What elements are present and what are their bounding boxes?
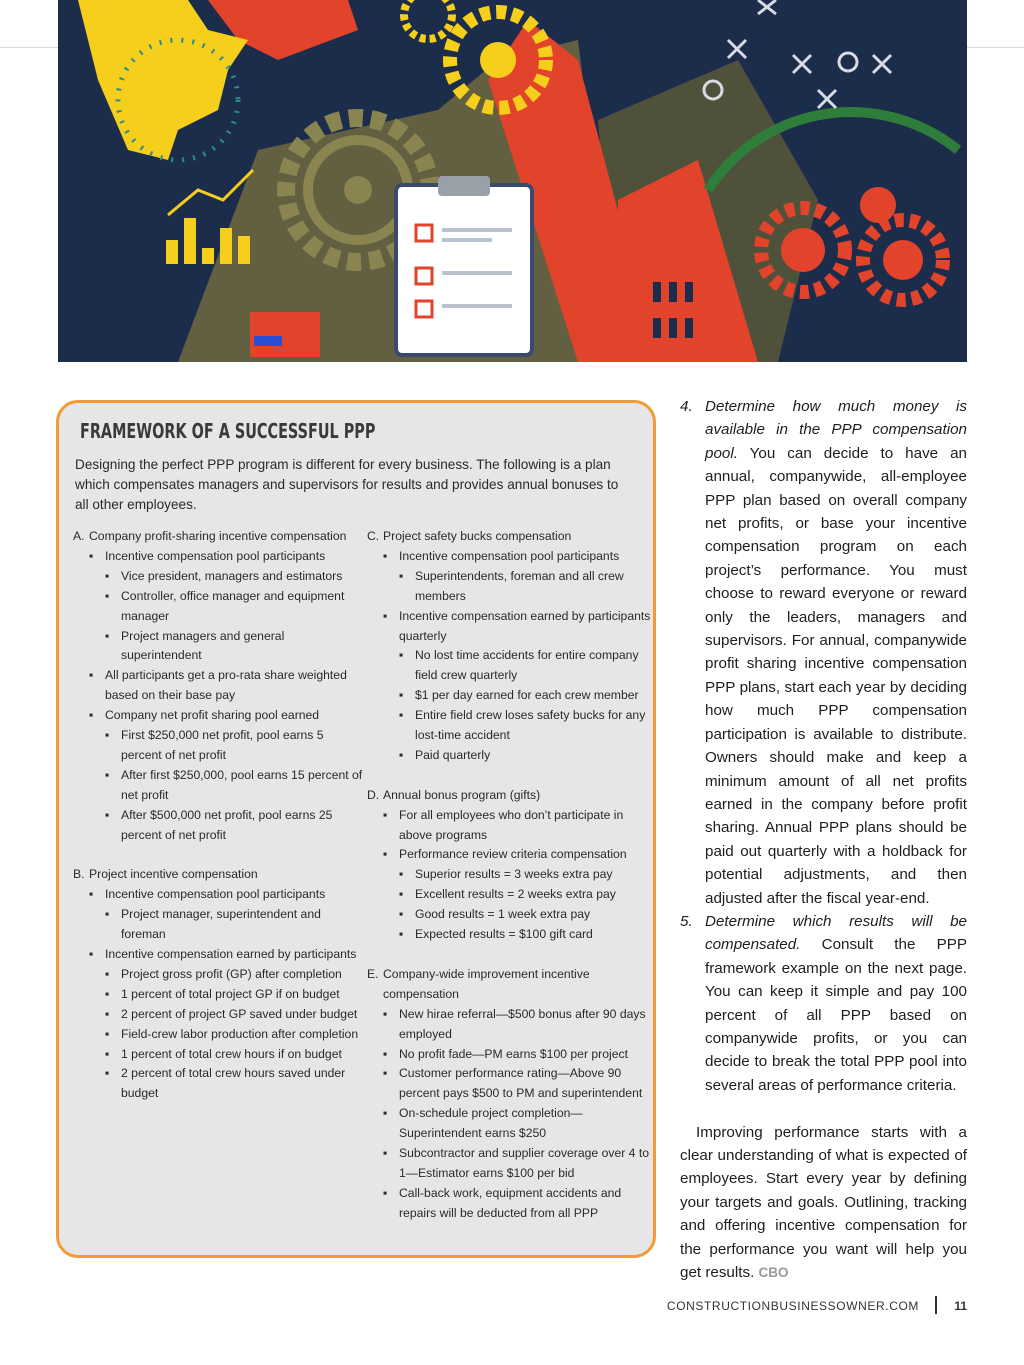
- section-heading: [367, 786, 657, 806]
- list-item-text: Company net profit sharing pool earned: [105, 708, 320, 723]
- list-number: 5.: [680, 912, 693, 930]
- bullet-icon: ▪: [89, 708, 94, 723]
- bullet-icon: ▪: [105, 907, 110, 922]
- list-item: [73, 1005, 363, 1025]
- list-item: [73, 905, 363, 945]
- list-item: [367, 865, 657, 885]
- bullet-icon: ▪: [105, 807, 110, 822]
- list-item-text: After $500,000 net profit, pool earns 25 percent of net profit: [121, 807, 333, 842]
- hero-illustration: [58, 0, 967, 362]
- header-rule-right: [967, 47, 1024, 48]
- bullet-icon: ▪: [399, 648, 404, 663]
- section-letter: C.: [367, 529, 380, 543]
- cbo-signoff: CBO: [758, 1265, 789, 1281]
- list-item: [367, 706, 657, 746]
- list-item: [73, 567, 363, 587]
- bullet-icon: ▪: [383, 847, 388, 862]
- bullet-icon: ▪: [383, 1185, 388, 1200]
- list-item-text: On-schedule project completion—Superintendent earns $250: [399, 1106, 583, 1141]
- list-item-text: Paid quarterly: [415, 747, 491, 762]
- list-item-text: Excellent results = 2 weeks extra pay: [415, 887, 616, 902]
- section-letter: E.: [367, 966, 379, 981]
- bullet-icon: ▪: [89, 887, 94, 902]
- framework-section: [367, 786, 657, 945]
- list-item: [367, 806, 657, 846]
- bullet-icon: ▪: [383, 608, 388, 623]
- list-text: Consult the PPP framework example on the next page. You can keep it simple and pay 100 percent of all PPP based on companywide profits, or you can decide to break the total PPP pool into several areas of performance criteria.: [705, 936, 967, 1094]
- list-item-text: Superior results = 3 weeks extra pay: [415, 867, 613, 882]
- list-item-text: Vice president, managers and estimators: [121, 568, 343, 583]
- list-item: [367, 746, 657, 766]
- list-item-text: Call-back work, equipment accidents and repairs will be deducted from all PPP: [399, 1185, 622, 1220]
- list-item: [73, 627, 363, 667]
- list-item: [367, 567, 657, 607]
- list-item: [680, 395, 967, 910]
- list-item-text: No profit fade—PM earns $100 per project: [399, 1046, 628, 1061]
- bullet-icon: ▪: [399, 867, 404, 882]
- list-item: [367, 1064, 657, 1104]
- list-item-text: Expected results = $100 gift card: [415, 927, 593, 942]
- closing-text: Improving performance starts with a clear understanding of what is expected of employees. Start every year by defining your targets and goals. Outlining, tracking and offering incentive compensation for the performance you want will help you get results.: [680, 1123, 967, 1282]
- list-item-text: Performance review criteria compensation: [399, 847, 627, 862]
- list-item: [73, 766, 363, 806]
- bullet-icon: ▪: [105, 1026, 110, 1041]
- list-item-text: For all employees who don’t participate in above programs: [399, 807, 624, 842]
- list-item: [367, 905, 657, 925]
- list-item-text: 1 percent of total project GP if on budget: [121, 986, 340, 1001]
- list-item-text: Incentive compensation pool participants: [105, 887, 326, 902]
- list-item: [73, 1025, 363, 1045]
- bullet-icon: ▪: [399, 708, 404, 723]
- bullet-icon: ▪: [399, 747, 404, 762]
- bullet-icon: ▪: [105, 1006, 110, 1021]
- list-item: [73, 1064, 363, 1104]
- bullet-icon: ▪: [383, 1046, 388, 1061]
- bullet-icon: ▪: [383, 1146, 388, 1161]
- article-column: [680, 395, 967, 1284]
- bullet-icon: ▪: [383, 1006, 388, 1021]
- section-title: Company-wide improvement incentive compensation: [383, 966, 590, 1001]
- list-item-text: Field-crew labor production after completion: [121, 1026, 359, 1041]
- bullet-icon: ▪: [105, 1066, 110, 1081]
- list-item-text: Project gross profit (GP) after completion: [121, 966, 342, 981]
- list-item: [73, 885, 363, 905]
- list-item-text: Incentive compensation earned by participants quarterly: [399, 608, 651, 643]
- bullet-icon: ▪: [89, 548, 94, 563]
- bullet-icon: ▪: [105, 728, 110, 743]
- list-item: [367, 607, 657, 647]
- list-item: [73, 965, 363, 985]
- bullet-icon: ▪: [105, 986, 110, 1001]
- list-item-text: First $250,000 net profit, pool earns 5 percent of net profit: [121, 728, 324, 762]
- list-item-text: 2 percent of total crew hours saved under budget: [121, 1066, 346, 1101]
- page-number: 11: [954, 1299, 967, 1313]
- list-item: [367, 1184, 657, 1224]
- list-item: [367, 925, 657, 945]
- bullet-icon: ▪: [383, 548, 388, 563]
- bullet-icon: ▪: [105, 966, 110, 981]
- list-item: [367, 1005, 657, 1045]
- section-title: Company profit-sharing incentive compensation: [89, 529, 347, 543]
- section-letter: B.: [73, 867, 85, 882]
- section-heading: [367, 527, 657, 547]
- list-item-text: $1 per day earned for each crew member: [415, 688, 639, 703]
- section-letter: D.: [367, 787, 380, 802]
- sidebar-intro: Designing the perfect PPP program is different for every business. The following is a plan which compensates managers and supervisors for results and provides annual bonuses to all other employees.: [75, 457, 619, 512]
- framework-section: [73, 527, 363, 846]
- section-heading: [367, 965, 657, 1005]
- list-item: [367, 845, 657, 865]
- list-item: [73, 806, 363, 846]
- bullet-icon: ▪: [105, 628, 110, 643]
- list-item-text: Subcontractor and supplier coverage over 4 to 1—Estimator earns $100 per bid: [399, 1146, 649, 1180]
- list-item-text: Superintendents, foreman and all crew members: [415, 568, 624, 603]
- list-item-text: New hirae referral—$500 bonus after 90 days employed: [399, 1006, 646, 1041]
- footer-divider: [935, 1296, 937, 1314]
- list-item-text: Good results = 1 week extra pay: [415, 907, 591, 922]
- bullet-icon: ▪: [89, 668, 94, 683]
- list-item: [367, 547, 657, 567]
- list-item: [680, 910, 967, 1097]
- bullet-icon: ▪: [105, 767, 110, 782]
- list-item-text: After first $250,000, pool earns 15 percent of net profit: [121, 767, 363, 802]
- list-item: [73, 587, 363, 627]
- list-item-text: Customer performance rating—Above 90 percent pays $500 to PM and superintendent: [399, 1066, 643, 1101]
- bullet-icon: ▪: [105, 568, 110, 583]
- section-title: Annual bonus program (gifts): [383, 787, 541, 802]
- framework-section: [73, 865, 363, 1104]
- closing-paragraph: [680, 1121, 967, 1285]
- list-number: 4.: [680, 398, 693, 415]
- list-item: [73, 706, 363, 726]
- page-footer: [600, 1297, 967, 1317]
- list-lead: Determine how much money is available in the PPP compensation pool.: [705, 398, 967, 462]
- list-item: [367, 686, 657, 706]
- list-item: [73, 985, 363, 1005]
- list-item-text: Entire field crew loses safety bucks for any lost-time accident: [415, 708, 646, 743]
- list-item-text: Incentive compensation pool participants: [399, 548, 620, 563]
- list-item-text: All participants get a pro-rata share weighted based on their base pay: [105, 668, 347, 703]
- list-item: [367, 1144, 657, 1184]
- list-item-text: 2 percent of project GP saved under budget: [121, 1006, 358, 1021]
- list-item: [367, 646, 657, 686]
- bullet-icon: ▪: [399, 927, 404, 942]
- section-title: Project safety bucks compensation: [383, 529, 572, 543]
- section-heading: [73, 865, 363, 885]
- framework-section: [367, 527, 657, 766]
- list-item: [73, 945, 363, 965]
- clipboard-checklist-icon: [396, 176, 532, 355]
- list-item-text: No lost time accidents for entire company field crew quarterly: [415, 648, 639, 683]
- footer-site: CONSTRUCTIONBUSINESSOWNER.COM: [666, 1299, 919, 1313]
- framework-section: [367, 965, 657, 1224]
- bullet-icon: ▪: [399, 887, 404, 902]
- header-rule-left: [0, 47, 58, 48]
- sidebar-column-right: [367, 527, 657, 1244]
- bullet-icon: ▪: [383, 807, 388, 822]
- list-item-text: Incentive compensation pool participants: [105, 548, 326, 563]
- bullet-icon: ▪: [89, 947, 94, 962]
- list-item: [73, 547, 363, 567]
- list-item: [367, 1045, 657, 1065]
- list-item-text: 1 percent of total crew hours if on budget: [121, 1046, 342, 1061]
- bullet-icon: ▪: [399, 568, 404, 583]
- section-letter: A.: [73, 529, 85, 543]
- list-item: [73, 1045, 363, 1065]
- list-lead: Determine which results will be compensated.: [705, 912, 967, 954]
- list-item-text: Project manager, superintendent and foreman: [121, 907, 321, 942]
- section-heading: [73, 527, 363, 547]
- bullet-icon: ▪: [383, 1106, 388, 1121]
- bullet-icon: ▪: [399, 907, 404, 922]
- bullet-icon: ▪: [105, 588, 110, 603]
- list-item-text: Project managers and general superintendent: [121, 628, 285, 663]
- list-item-text: Controller, office manager and equipment manager: [121, 588, 345, 623]
- list-item: [367, 885, 657, 905]
- bullet-icon: ▪: [383, 1066, 388, 1081]
- list-item: [73, 666, 363, 706]
- list-item-text: Incentive compensation earned by participants: [105, 947, 357, 962]
- ppp-framework-sidebar: [56, 400, 656, 1258]
- section-title: Project incentive compensation: [89, 867, 258, 882]
- list-text: You can decide to have an annual, companywide, all-employee PPP plan based on overall company net profits, or base your incentive compensation program on each project’s performance. You must choose to reward everyone or reward only the leaders, managers and supervisors. For annual, companywide profit sharing incentive compensation PPP plans, start each year by deciding how much PPP compensation participation is available to distribute. Owners should make and keep a minimum amount of all net profits earned in the company before profit sharing. Annual PPP plans should be paid out quarterly with a holdback for potential adjustments, and then adjusted after the fiscal year-end.: [705, 444, 967, 907]
- bullet-icon: ▪: [105, 1046, 110, 1061]
- list-item: [73, 726, 363, 766]
- list-item: [367, 1104, 657, 1144]
- sidebar-title: FRAMEWORK OF A SUCCESSFUL PPP: [80, 419, 376, 443]
- bullet-icon: ▪: [399, 688, 404, 703]
- sidebar-column-left: [73, 527, 363, 1124]
